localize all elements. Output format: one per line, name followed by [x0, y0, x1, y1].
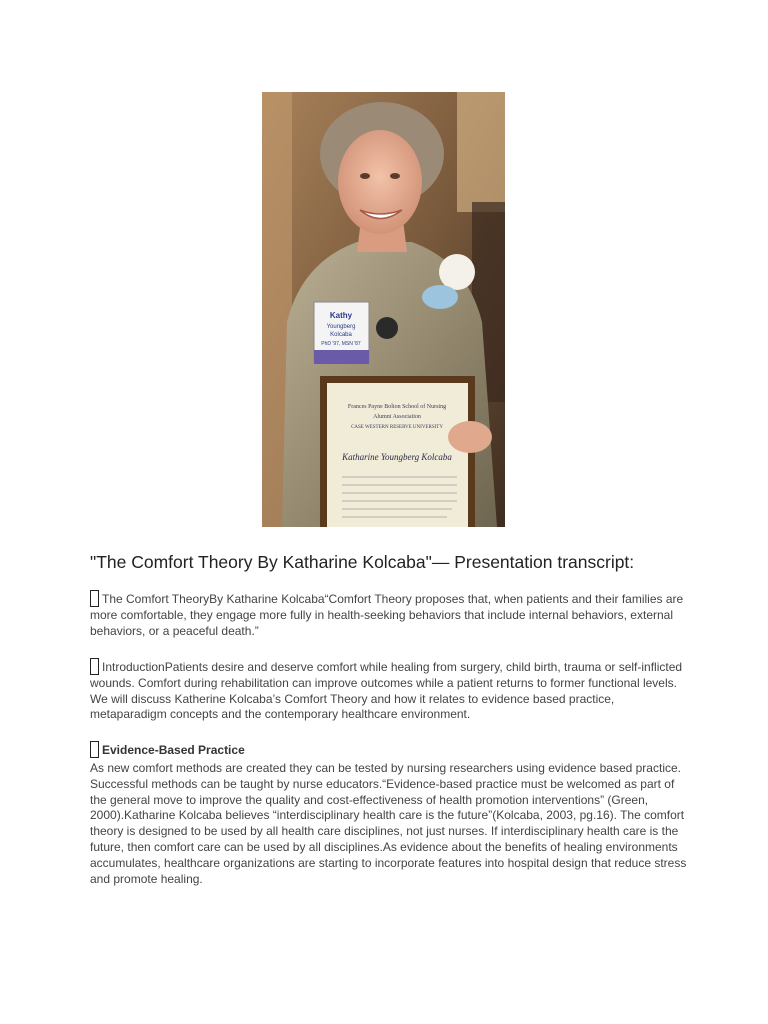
section-heading-text: Evidence-Based Practice	[102, 743, 245, 757]
section-heading-3	[90, 741, 245, 758]
svg-text:Frances Payne Bolton School of: Frances Payne Bolton School of Nursing	[347, 404, 447, 410]
svg-text:Kolcaba: Kolcaba	[330, 332, 352, 338]
page-title: "The Comfort Theory By Katharine Kolcaba"— Presentation transcript:	[90, 552, 635, 572]
svg-text:Alumni Association: Alumni Association	[373, 414, 421, 420]
missing-glyph-icon	[90, 590, 99, 607]
svg-text:Kathy: Kathy	[329, 311, 353, 320]
portrait-photo	[262, 92, 505, 527]
svg-text:Youngberg: Youngberg	[326, 324, 356, 330]
missing-glyph-icon	[90, 741, 99, 758]
section-text-2: IntroductionPatients desire and deserve comfort while healing from surgery, child birth, trauma or self-inflicted wounds. Comfort during rehabilitation can improve outcomes while a patient returns to former functional levels. We will discuss Katherine Kolcaba’s Comfort Theory and how it relates to evidence based practice, metaparadigm concepts and the contemporary healthcare environment.	[90, 660, 683, 722]
svg-text:PhD '97, MSN '87: PhD '97, MSN '87	[321, 341, 361, 347]
section-paragraph-2	[90, 658, 690, 723]
section-paragraph-1	[90, 590, 690, 639]
section-text-1: The Comfort TheoryBy Katharine Kolcaba“Comfort Theory proposes that, when patients and their families are more comfortable, they engage more fully in health-seeking behaviors that include internal behaviors, external behaviors, or a peaceful death.”	[90, 592, 684, 638]
svg-text:Katharine Youngberg Kolcaba: Katharine Youngberg Kolcaba	[342, 452, 452, 462]
section-text-3: As new comfort methods are created they can be tested by nursing researchers using evidence based practice. Successful methods can be taught by nurse educators.“Evidence-based practice must be welcomed as part of the general move to improve the quality and cost-effectiveness of health promotion interventions” (Green, 2000).Katharine Kolcaba believes “interdisciplinary health care is the future”(Kolcaba, 2003, pg.16). The comfort theory is designed to be used by all health care disciplines, not just nurses. If interdisciplinary health care is the future, then comfort care can be used by all disciplines.As evidence about the benefits of healing environments accumulates, healthcare organizations are starting to incorporate features into hospital design that reduce stress and promote healing.	[90, 761, 687, 886]
missing-glyph-icon	[90, 658, 99, 675]
svg-text:CASE WESTERN RESERVE UNIVERSIT: CASE WESTERN RESERVE UNIVERSITY	[351, 425, 443, 430]
